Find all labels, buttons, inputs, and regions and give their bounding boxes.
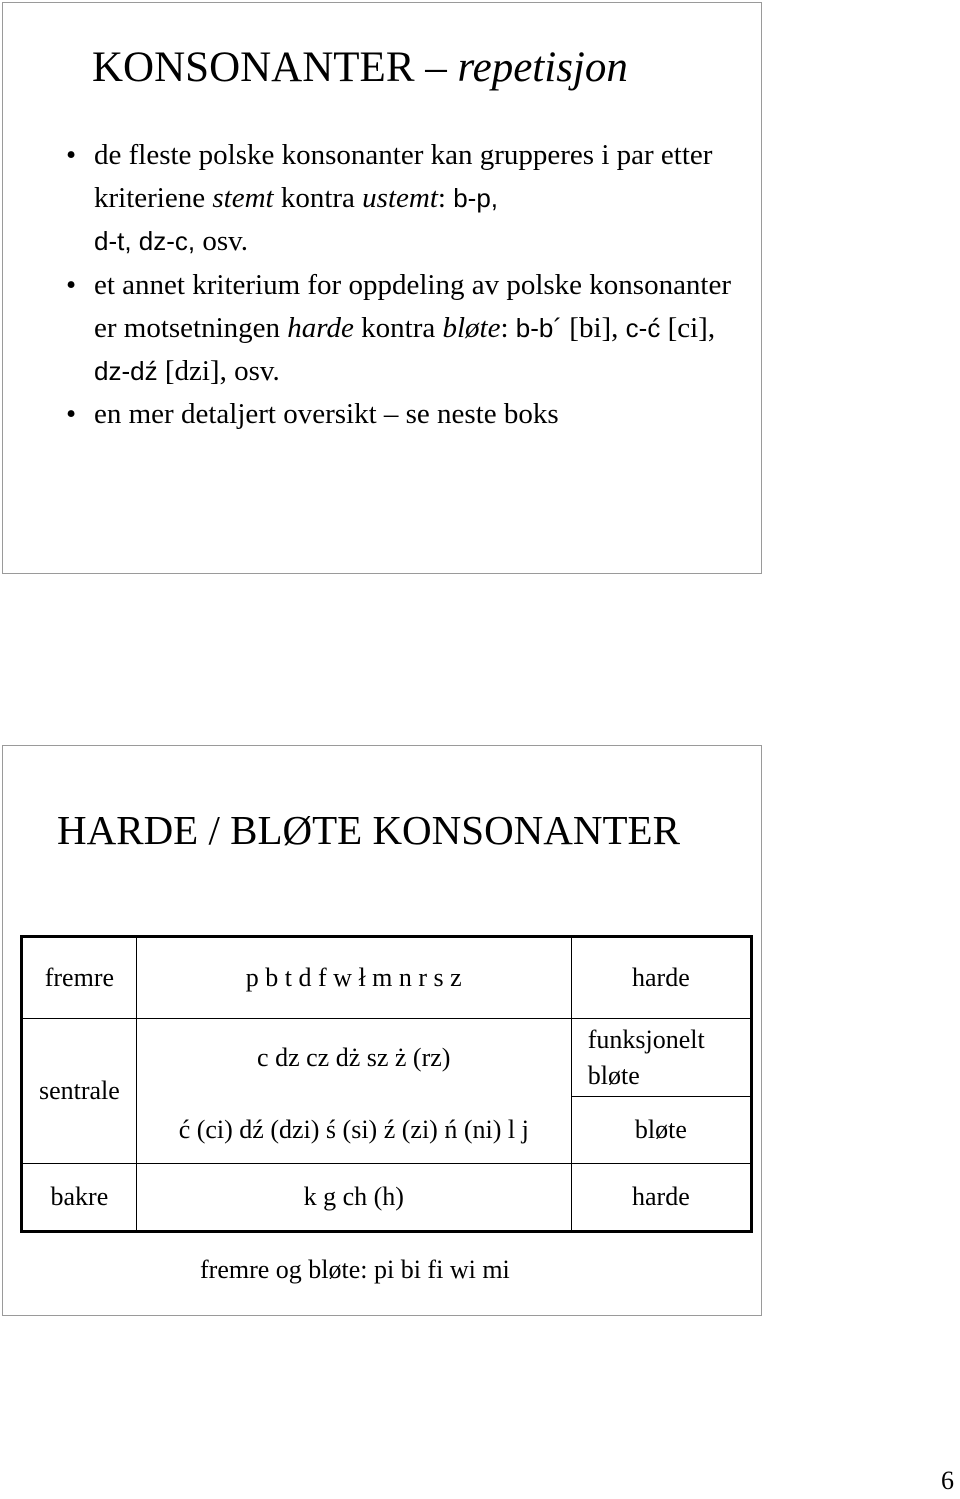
footnote: fremre og bløte: pi bi fi wi mi [200, 1255, 510, 1284]
bullet-list [66, 134, 756, 436]
row-label: bakre [22, 1164, 137, 1232]
bullet-icon: • [66, 398, 77, 430]
consonant-letters: c dz cz dż sz ż (rz) [136, 1019, 571, 1097]
slide-title: HARDE / BLØTE KONSONANTER [57, 807, 680, 853]
consonant-type: harde [571, 1164, 751, 1232]
bullet-item: • et annet kriterium for oppdeling av polske konsonanter er motsetningen harde kontra bløte: b-b´ [bi], c-ć [ci], dz-dź [dzi], osv. [66, 264, 756, 393]
bullet-item: • de fleste polske konsonanter kan grupperes i par etter kriteriene stemt kontra ustemt: b-p, d-t, dz-c, osv. [66, 134, 756, 263]
table-row [22, 1164, 752, 1232]
bullet-icon: • [66, 139, 77, 171]
consonant-type: bløte [571, 1097, 751, 1164]
consonant-type: funksjonelt bløte [571, 1019, 751, 1097]
row-label: fremre [22, 937, 137, 1019]
page-number: 6 [941, 1466, 954, 1495]
row-label: sentrale [22, 1019, 137, 1164]
consonant-table [20, 935, 753, 1233]
bullet-icon: • [66, 269, 77, 301]
consonant-letters: p b t d f w ł m n r s z [136, 937, 571, 1019]
table-row [22, 1019, 752, 1097]
consonant-letters: k g ch (h) [136, 1164, 571, 1232]
slide-title: KONSONANTER – repetisjon [92, 44, 628, 91]
table-row [22, 937, 752, 1019]
bullet-item: • en mer detaljert oversikt – se neste boks [66, 393, 756, 436]
consonant-type: harde [571, 937, 751, 1019]
consonant-letters: ć (ci) dź (dzi) ś (si) ź (zi) ń (ni) l j [136, 1097, 571, 1164]
